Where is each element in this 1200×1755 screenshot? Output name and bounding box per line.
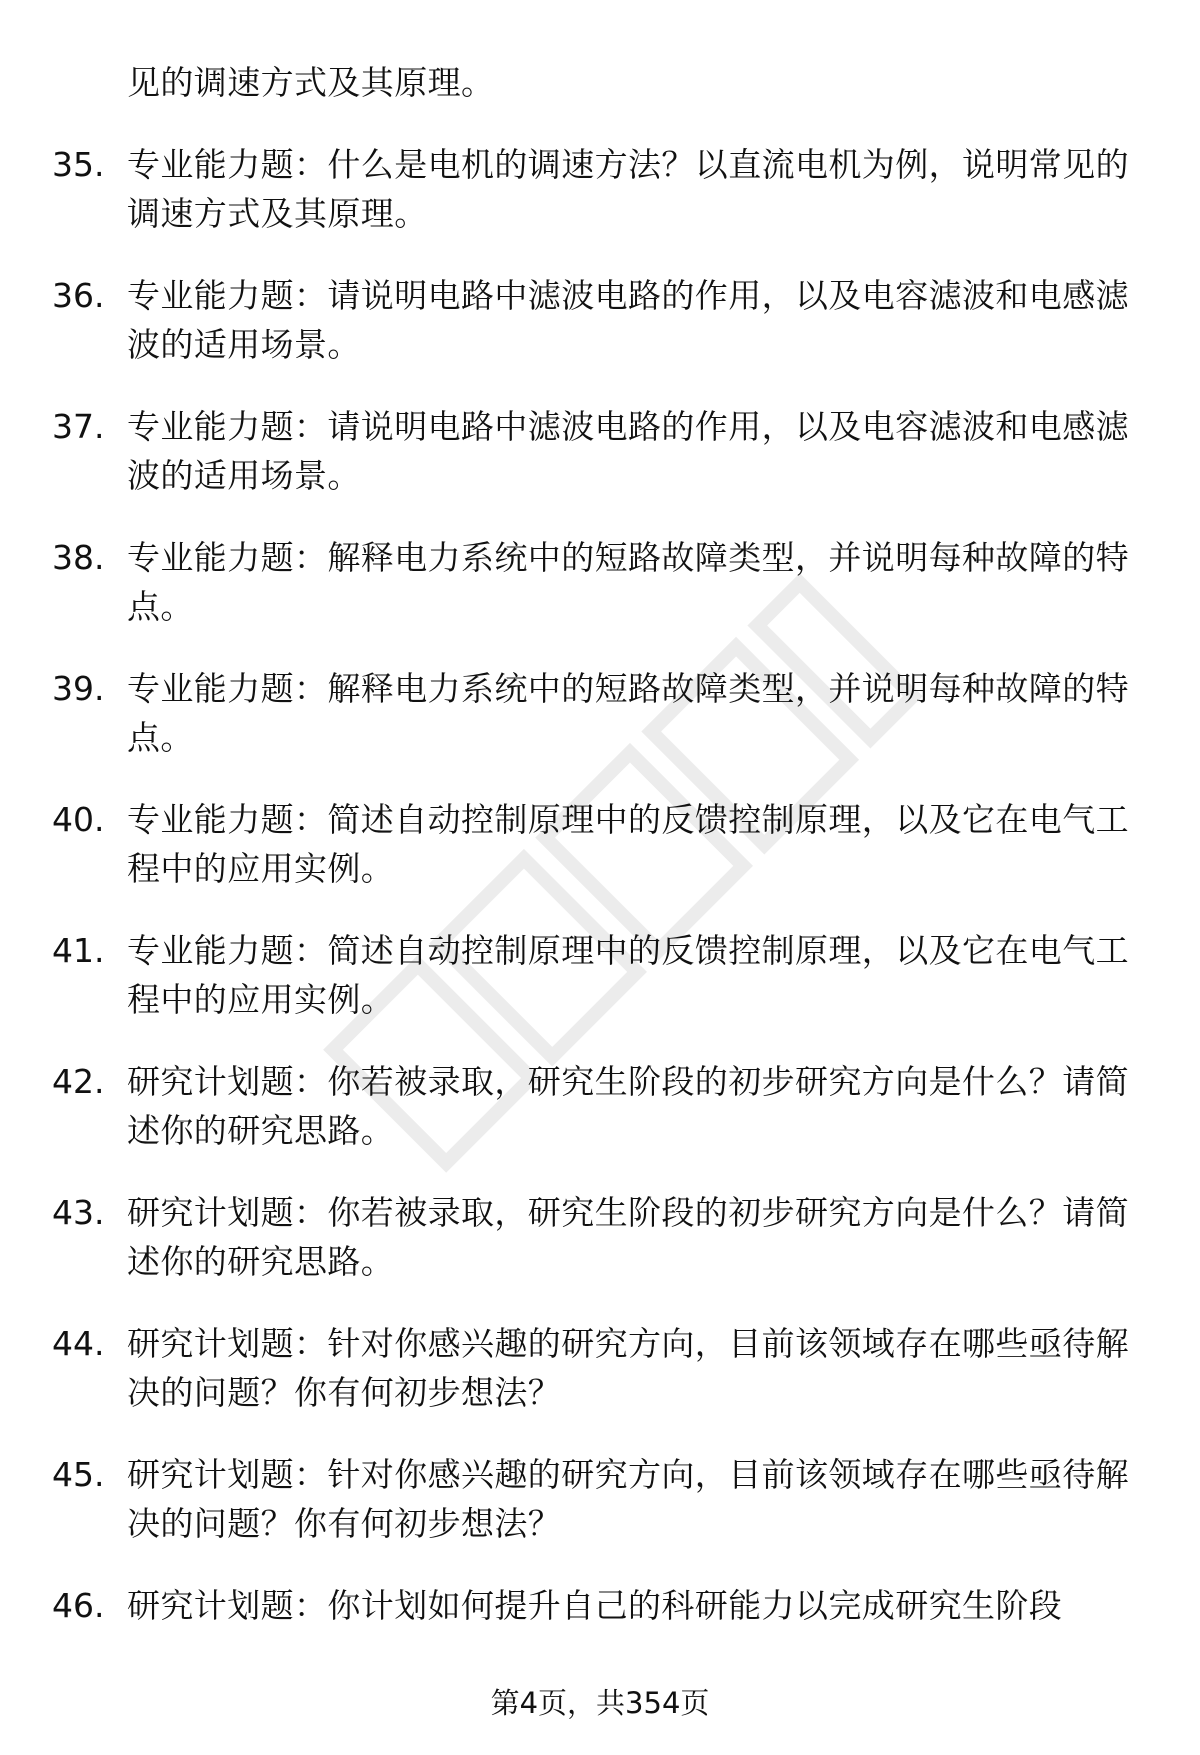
page-footer: 第4页，共354页 [490,1686,710,1720]
item-text: 研究计划题：针对你感兴趣的研究方向，目前该领域存在哪些亟待解决的问题？你有何初步想法？ [127,1324,1129,1412]
item-number: 43. [52,1193,105,1232]
item-number: 45. [52,1455,105,1494]
item-number: 37. [52,407,105,446]
list-item [52,140,1152,238]
item-text: 专业能力题：解释电力系统中的短路故障类型，并说明每种故障的特点。 [127,669,1129,757]
list-item [52,926,1152,1024]
list-item [52,795,1152,893]
list-item [52,1188,1152,1286]
item-number: 40. [52,800,105,839]
list-item [52,271,1152,369]
item-text: 专业能力题：请说明电路中滤波电路的作用，以及电容滤波和电感滤波的适用场景。 [127,407,1129,495]
question-list [52,58,1152,1630]
list-item [52,1319,1152,1417]
item-text: 专业能力题：简述自动控制原理中的反馈控制原理，以及它在电气工程中的应用实例。 [127,800,1129,888]
list-item [52,1450,1152,1548]
item-number: 38. [52,538,105,577]
item-number: 41. [52,931,105,970]
item-number: 39. [52,669,105,708]
list-item [52,1581,1152,1630]
item-number: 42. [52,1062,105,1101]
item-text: 专业能力题：什么是电机的调速方法？以直流电机为例，说明常见的调速方式及其原理。 [127,145,1129,233]
item-text: 专业能力题：请说明电路中滤波电路的作用，以及电容滤波和电感滤波的适用场景。 [127,276,1129,364]
item-text: 研究计划题：你若被录取，研究生阶段的初步研究方向是什么？请简述你的研究思路。 [127,1193,1129,1281]
list-item [52,402,1152,500]
item-number: 44. [52,1324,105,1363]
item-number: 46. [52,1586,105,1625]
list-item [52,1057,1152,1155]
continuation-text: 见的调速方式及其原理。 [127,63,495,102]
item-number: 35. [52,145,105,184]
item-number: 36. [52,276,105,315]
item-text: 专业能力题：解释电力系统中的短路故障类型，并说明每种故障的特点。 [127,538,1129,626]
item-text: 研究计划题：你计划如何提升自己的科研能力以完成研究生阶段 [127,1586,1063,1625]
item-text: 研究计划题：针对你感兴趣的研究方向，目前该领域存在哪些亟待解决的问题？你有何初步想法？ [127,1455,1129,1543]
list-item [52,533,1152,631]
item-text: 专业能力题：简述自动控制原理中的反馈控制原理，以及它在电气工程中的应用实例。 [127,931,1129,1019]
list-item [52,664,1152,762]
item-text: 研究计划题：你若被录取，研究生阶段的初步研究方向是什么？请简述你的研究思路。 [127,1062,1129,1150]
